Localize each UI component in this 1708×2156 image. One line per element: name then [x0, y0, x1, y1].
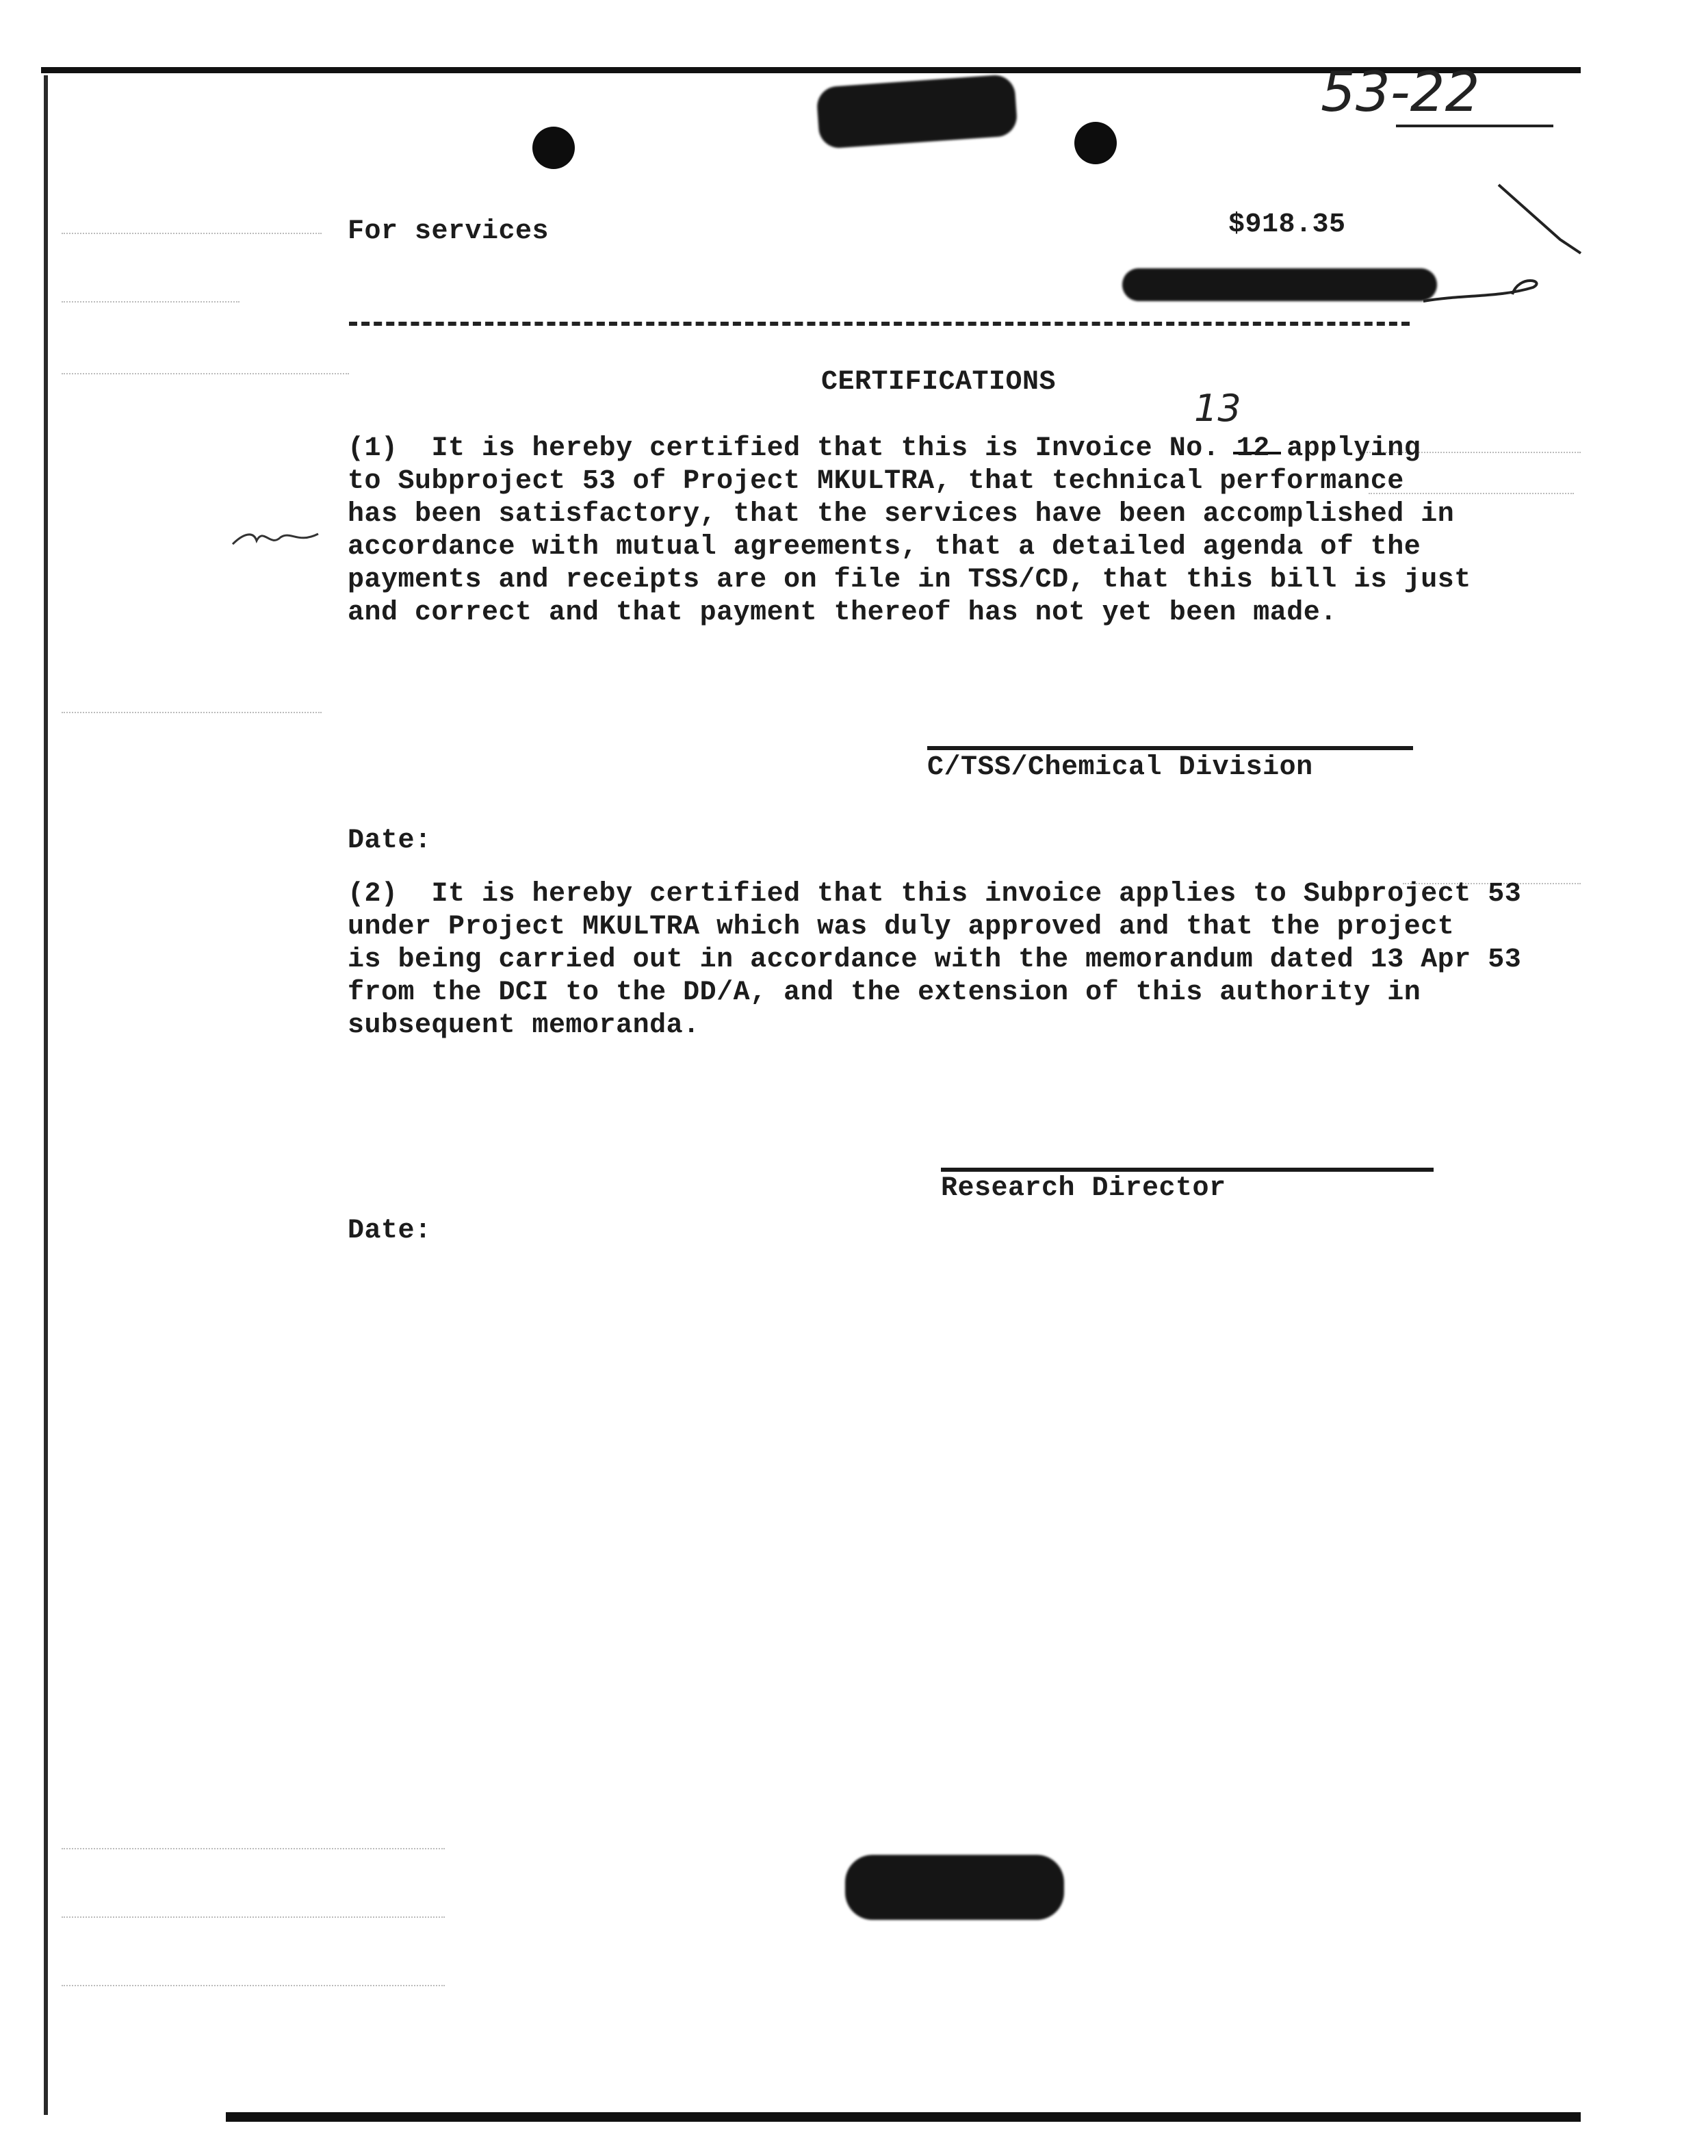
- doc-number-underline: [1396, 125, 1553, 127]
- paragraph-line: from the DCI to the DD/A, and the extension of this authority in: [348, 977, 1421, 1008]
- ghost-line: [62, 301, 240, 303]
- paragraph-line: is being carried out in accordance with the memorandum dated 13 Apr 53: [348, 945, 1522, 975]
- left-page-edge: [44, 75, 48, 2115]
- redaction-top: [816, 74, 1018, 149]
- check-mark-icon: [1423, 178, 1588, 315]
- punch-hole-right: [1074, 122, 1117, 164]
- service-label: For services: [348, 216, 549, 247]
- certification-paragraph-2: [348, 878, 1522, 1042]
- bottom-border-rule: [226, 2112, 1581, 2122]
- punch-hole-left: [532, 127, 575, 169]
- ghost-line: [62, 712, 322, 713]
- paragraph-line: accordance with mutual agreements, that a detailed agenda of the: [348, 532, 1421, 563]
- certifications-heading: CERTIFICATIONS: [821, 367, 1057, 398]
- ghost-line: [62, 1848, 445, 1849]
- paragraph-line: has been satisfactory, that the services have been accomplished in: [348, 499, 1455, 530]
- paragraph-line: payments and receipts are on file in TSS/CD, that this bill is just: [348, 565, 1471, 595]
- paragraph-line: under Project MKULTRA which was duly approved and that the project: [348, 912, 1455, 942]
- handwritten-doc-number: 53-22: [1321, 60, 1480, 124]
- paragraph-line: (2) It is hereby certified that this invoice applies to Subproject 53: [348, 879, 1522, 910]
- paragraph-line: and correct and that payment thereof has not yet been made.: [348, 598, 1337, 628]
- date-label-2: Date:: [348, 1216, 432, 1246]
- amount-value: $918.35: [1228, 209, 1346, 240]
- signature-line-1: [927, 746, 1413, 750]
- paragraph-line: to Subproject 53 of Project MKULTRA, that technical performance: [348, 466, 1404, 497]
- margin-mark-icon: [229, 520, 325, 554]
- ghost-line: [62, 233, 322, 234]
- paragraph-line: (1) It is hereby certified that this is Invoice No. 12 applying: [348, 433, 1421, 464]
- signer-title-2: Research Director: [941, 1173, 1226, 1204]
- redaction-bottom: [845, 1855, 1064, 1920]
- certification-paragraph-1: [348, 433, 1511, 630]
- invoice-number-correction: 13: [1194, 387, 1241, 430]
- redaction-amount: [1122, 268, 1437, 301]
- signature-line-2: [941, 1168, 1434, 1172]
- paragraph-line: subsequent memoranda.: [348, 1010, 700, 1041]
- ghost-line: [62, 373, 349, 374]
- ghost-line: [62, 1916, 445, 1918]
- date-label-1: Date:: [348, 825, 432, 856]
- ghost-line: [62, 1985, 445, 1986]
- dashed-separator: [349, 322, 1410, 326]
- signer-title-1: C/TSS/Chemical Division: [927, 752, 1313, 783]
